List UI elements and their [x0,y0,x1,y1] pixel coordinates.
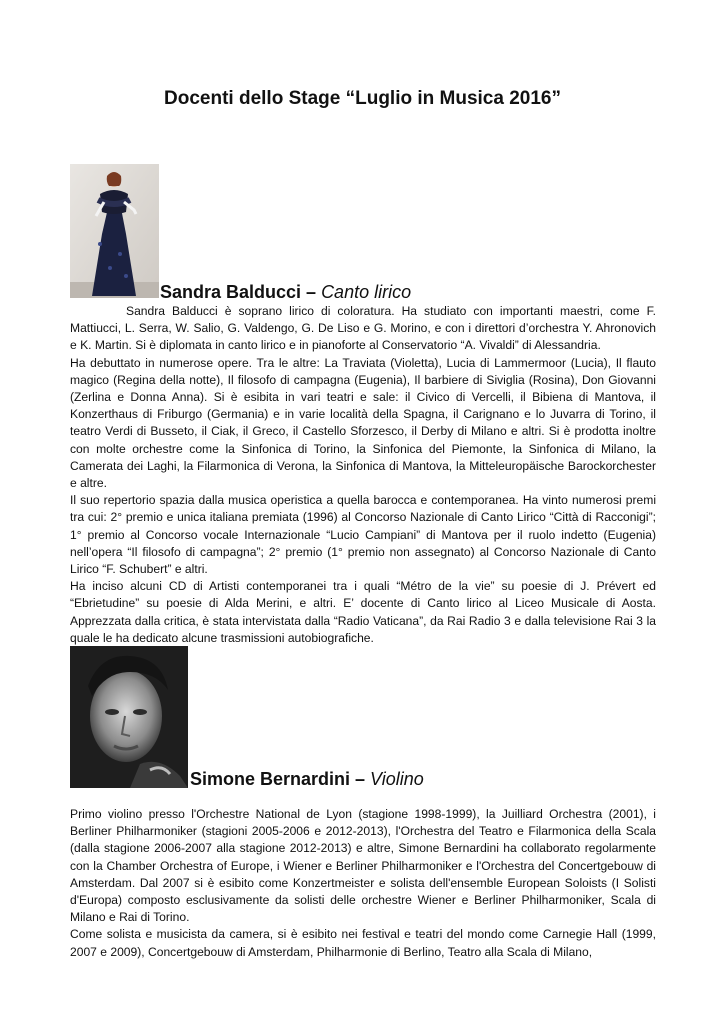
bio-paragraph: Ha inciso alcuni CD di Artisti contemporanei tra i quali “Métro de la vie” su poesie di J. Prévert ed “Ebrietudine” su poesie di Alda Merini, e altri. E’ docente di Canto lirico al Liceo Musicale di Aosta. Apprezzata dalla critica, è stata intervistata dalla “Radio Vaticana”, da Rai Radio 3 e dalla televisione Rai 3 la quale le ha dedicato alcune trasmissioni autobiografiche. [70,579,656,645]
teacher-bio [70,806,656,961]
bio-paragraph: Sandra Balducci è soprano lirico di coloratura. Ha studiato con importanti maestri, come F. Mattiucci, L. Serra, W. Salio, G. Valdengo, G. De Liso e G. Morino, e con i direttori d’orchestra Y. Ahronovich e K. Martin. Si è diplomata in canto lirico e in pianoforte al Conservatorio “A. Vivaldi” di Alessandria. [70,304,656,353]
sandra-balducci-photo [70,164,159,298]
teacher-name-heading [160,282,411,303]
bio-paragraph: Come solista e musicista da camera, si è esibito nei festival e teatri del mondo come Carnegie Hall (1999, 2007 e 2009), Concertgebouw di Amsterdam, Philharmonie di Berlino, Teatro alla Scala di Milano, [70,927,656,959]
page-title: Docenti dello Stage “Luglio in Musica 2016” [164,88,561,109]
simone-bernardini-photo [70,646,188,788]
teacher-bio [70,303,656,647]
name-separator: – [350,769,371,789]
bio-paragraph: Il suo repertorio spazia dalla musica operistica a quella barocca e contemporanea. Ha vinto numerosi premi tra cui: 2° premio e unica italiana premiata (1996) al Concorso Nazionale di Canto Lirico “Città di Racconigi”; 1° premio al Concorso vocale Internazionale “Lucio Campiani” di Mantova per il ruolo indetto (Eugenia) nell’opera “Il filosofo di campagna”; 2° premio (1° premio non assegnato) al Concorso Nazionale di Canto Lirico “F. Schubert” e altri. [70,493,656,577]
teacher-name: Sandra Balducci [160,282,302,302]
teacher-role: Canto lirico [321,282,412,302]
teacher-role: Violino [370,769,424,789]
name-separator: – [301,282,322,302]
bio-paragraph: Primo violino presso l'Orchestre National de Lyon (stagione 1998-1999), la Juilliard Orchestra (2001), i Berliner Philharmoniker (stagioni 2005-2006 e 2012-2013), l'Orchestra del Teatro e Filarmonica della Scala (dalla stagione 2006-2007 alla stagione 2012-2013) e altre, Simone Bernardini ha collaborato regolarmente con la Chamber Orchestra of Europe, i Wiener e Berliner Philharmoniker e l'Orchestra del Concertgebouw di Amsterdam. Dal 2007 si è esibito come Konzertmeister e solista dell'ensemble European Soloists (I Solisti d'Europa) composto esclusivamente da solisti delle orchestre Wiener e Berliner Philharmoniker, Scala di Milano e Rai di Torino. [70,807,656,925]
teacher-name-heading [190,769,424,790]
teacher-name: Simone Bernardini [190,769,351,789]
bio-paragraph: Ha debuttato in numerose opere. Tra le altre: La Traviata (Violetta), Lucia di Lammermoor (Lucia), Il flauto magico (Regina della notte), Il filosofo di campagna (Eugenia), Il barbiere di Siviglia (Rosina), Don Giovanni (Zerlina e Donna Anna). Si è esibita in vari teatri e sale: il Civico di Vercelli, il Bibiena di Mantova, il Konzerthaus di Friburgo (Germania) e in varie località della Spagna, il Carignano e lo Juvarra di Torino, il teatro Verdi di Busseto, il Ciak, il Greco, il Castello Sforzesco, il Derby di Milano e altri. Si è prodotta inoltre con molte orchestre come la Sinfonica di Torino, la Sinfonica del Piemonte, la Sinfonica di Milano, la Camerata dei Laghi, la Filarmonica di Verona, la Sinfonica di Mantova, la Mitteleuropäische Barockorchester e altre. [70,355,656,491]
